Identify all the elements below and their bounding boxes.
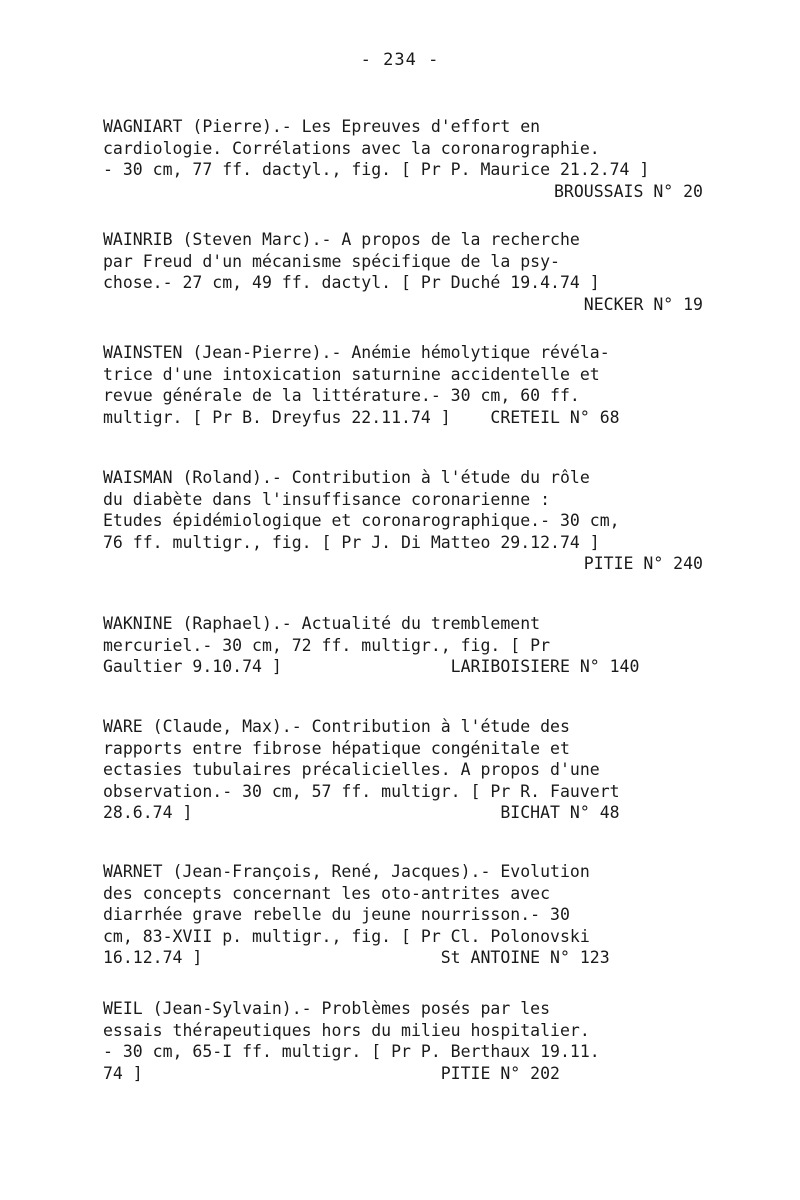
entry-line: chose.- 27 cm, 49 ff. dactyl. [ Pr Duché 19.4.74 ] — [103, 273, 600, 292]
entry-location: NECKER N° 19 — [583, 294, 703, 314]
entry-line: 76 ff. multigr., fig. [ Pr J. Di Matteo 29.12.74 ] — [103, 532, 600, 552]
entry-line: revue générale de la littérature.- 30 cm, 60 ff. — [103, 386, 580, 405]
catalog-entry-wainsten — [103, 342, 703, 428]
entry-line: Etudes épidémiologique et coronarographique.- 30 cm, — [103, 511, 620, 530]
entry-line: du diabète dans l'insuffisance coronarienne : — [103, 489, 551, 509]
entry-line: observation.- 30 cm, 57 ff. multigr. [ Pr R. Fauvert — [103, 781, 620, 801]
entry-line: - 30 cm, 77 ff. dactyl., fig. [ Pr P. Maurice 21.2.74 ] — [103, 160, 650, 179]
catalog-entry-waisman — [103, 467, 703, 575]
entry-line: rapports entre fibrose hépatique congénitale et — [103, 738, 570, 758]
catalog-entry-wainrib — [103, 229, 703, 315]
entry-line: cm, 83-XVII p. multigr., fig. [ Pr Cl. Polonovski — [103, 926, 590, 946]
entry-line: Gaultier 9.10.74 ] LARIBOISIERE N° 140 — [103, 657, 640, 676]
entry-line: ectasies tubulaires précalicielles. A propos d'une — [103, 760, 600, 779]
entry-line: WAGNIART (Pierre).- Les Epreuves d'effort en — [103, 117, 541, 136]
entry-location: PITIE N° 240 — [583, 554, 703, 573]
entry-line: WAINRIB (Steven Marc).- A propos de la recherche — [103, 230, 580, 249]
catalog-entry-wagniart — [103, 116, 703, 202]
entry-line: WARNET (Jean-François, René, Jacques).- Evolution — [103, 862, 590, 881]
catalog-entry-waknine — [103, 613, 703, 678]
entry-line: WAKNINE (Raphael).- Actualité du tremblement — [103, 614, 541, 633]
entry-line: multigr. [ Pr B. Dreyfus 22.11.74 ] CRETEIL N° 68 — [103, 407, 620, 427]
entry-line: mercuriel.- 30 cm, 72 ff. multigr., fig. [ Pr — [103, 635, 551, 655]
catalog-entry-weil — [103, 998, 703, 1084]
entry-line: cardiologie. Corrélations avec la coronarographie. — [103, 138, 600, 158]
entry-line: 16.12.74 ] St ANTOINE N° 123 — [103, 948, 610, 967]
entry-line: WAINSTEN (Jean-Pierre).- Anémie hémolytique révéla- — [103, 343, 610, 362]
entry-line: des concepts concernant les oto-antrites avec — [103, 883, 551, 903]
entry-line: WEIL (Jean-Sylvain).- Problèmes posés par les — [103, 999, 551, 1018]
catalog-entry-warnet — [103, 861, 703, 969]
entry-line: par Freud d'un mécanisme spécifique de la psy- — [103, 251, 560, 271]
entry-line: 74 ] PITIE N° 202 — [103, 1063, 560, 1083]
entry-line: WAISMAN (Roland).- Contribution à l'étude du rôle — [103, 468, 590, 487]
entry-line: WARE (Claude, Max).- Contribution à l'étude des — [103, 717, 570, 736]
catalog-entry-ware — [103, 716, 703, 824]
entry-line: trice d'une intoxication saturnine accidentelle et — [103, 364, 600, 384]
entry-line: diarrhée grave rebelle du jeune nourrisson.- 30 — [103, 905, 570, 924]
entry-location: BROUSSAIS N° 20 — [553, 181, 703, 201]
entry-line: - 30 cm, 65-I ff. multigr. [ Pr P. Berthaux 19.11. — [103, 1042, 600, 1061]
entry-line: 28.6.74 ] BICHAT N° 48 — [103, 803, 620, 822]
page-number: - 234 - — [360, 50, 440, 70]
entry-line: essais thérapeutiques hors du milieu hospitalier. — [103, 1020, 590, 1040]
